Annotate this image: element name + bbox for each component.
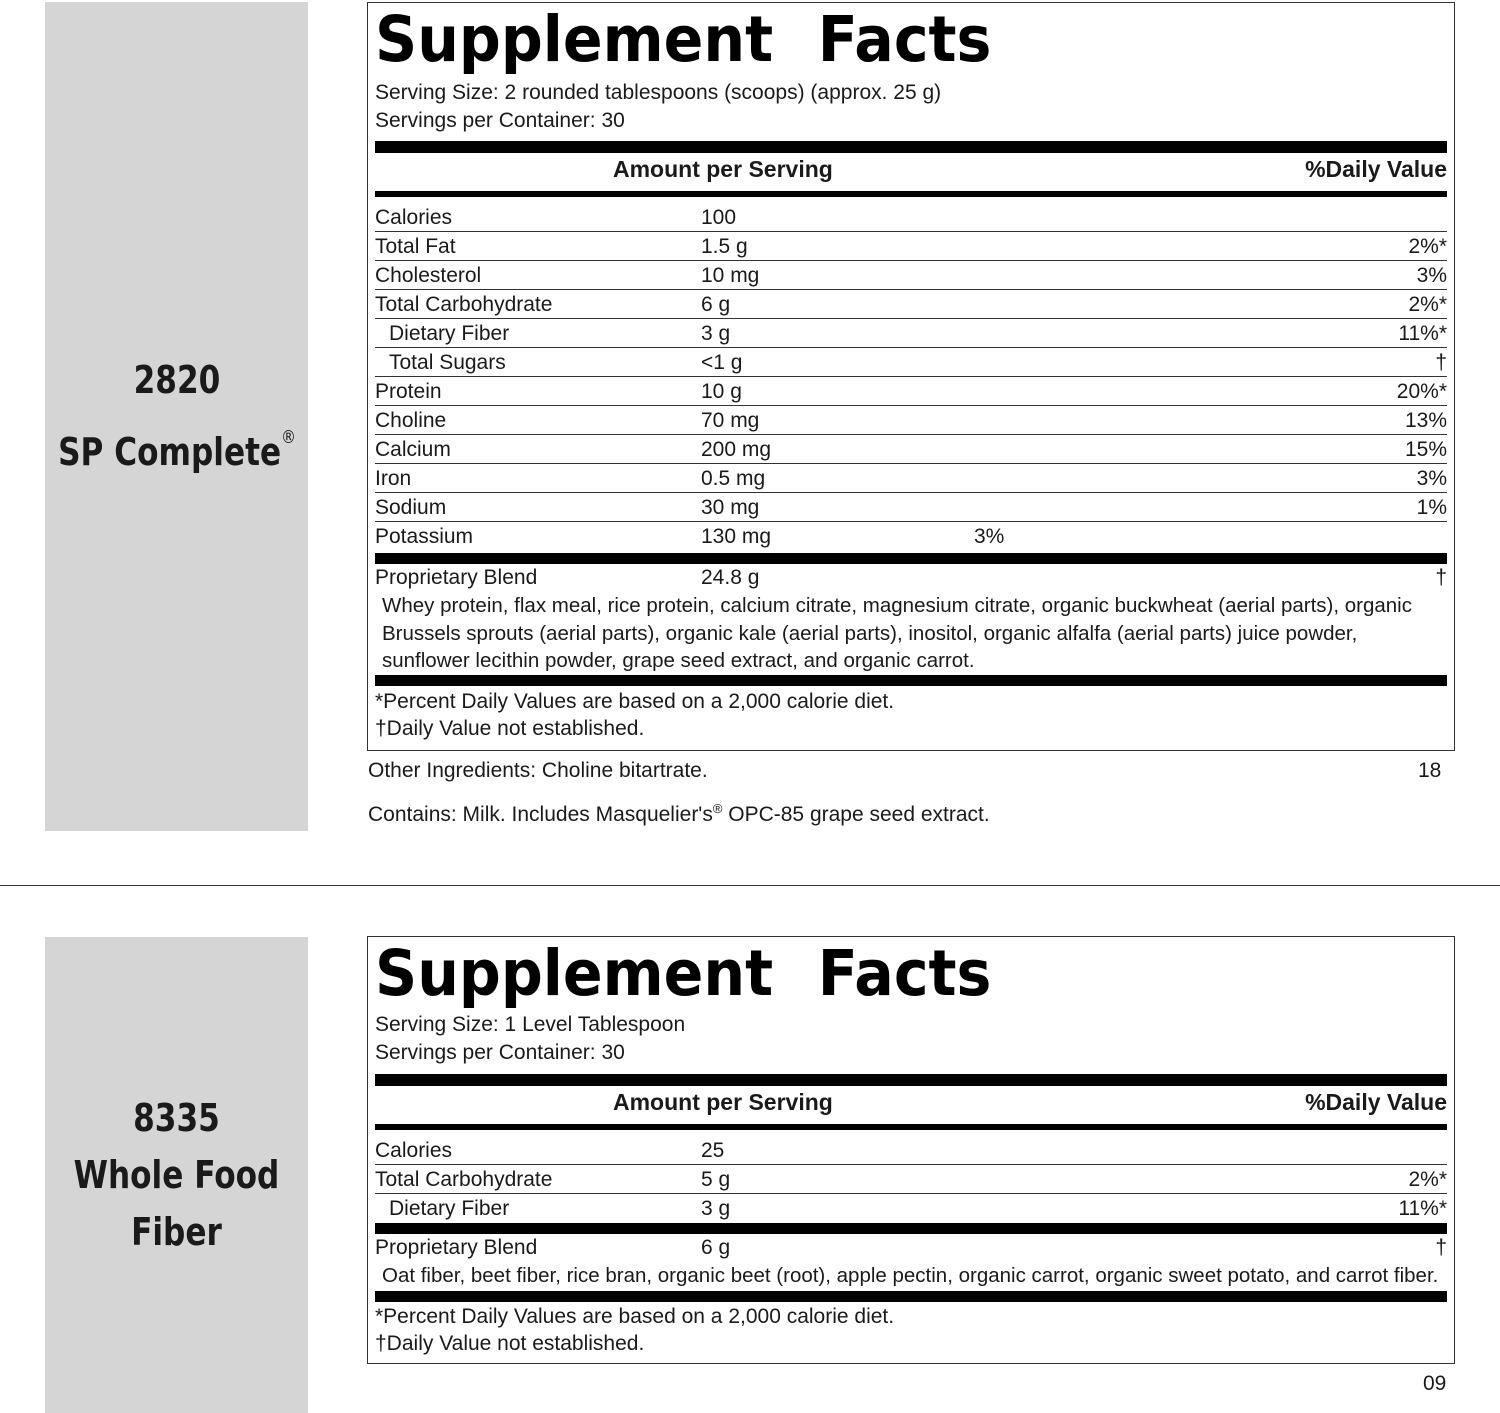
supplement-facts-panel <box>367 2 1455 751</box>
nutrient-row: Dietary Fiber 3 g 11%* <box>389 1197 1447 1220</box>
nutrient-row: Dietary Fiber 3 g 11%* <box>375 319 1447 348</box>
nutrient-row: Total Fat 1.5 g 2%* <box>375 232 1447 261</box>
page-number: 09 <box>1423 1372 1447 1395</box>
thick-rule <box>375 1074 1447 1086</box>
footnote-daily-value: *Percent Daily Values are based on a 2,000 calorie diet. <box>375 1305 895 1328</box>
thick-rule <box>375 675 1447 686</box>
nutrient-row: Calcium 200 mg 15% <box>375 435 1447 464</box>
contains-statement: Contains: Milk. Includes Masquelier's® OPC-85 grape seed extract. <box>368 801 990 826</box>
footnote-not-established: †Daily Value not established. <box>375 1332 645 1355</box>
thick-rule <box>375 1223 1447 1234</box>
nutrient-row: Iron 0.5 mg 3% <box>375 464 1447 493</box>
amount-per-serving-header: Amount per Serving <box>613 1089 833 1115</box>
section-divider <box>0 885 1500 886</box>
nutrient-row: Calories 25 <box>375 1136 1447 1165</box>
facts-title: Supplement Facts <box>375 937 992 1010</box>
thick-rule <box>375 1124 1447 1130</box>
nutrient-row: Cholesterol 10 mg 3% <box>375 261 1447 290</box>
facts-title: Supplement Facts <box>375 3 992 76</box>
product-label-panel <box>45 937 308 1413</box>
registered-mark: ® <box>280 427 296 448</box>
product-name: Fiber <box>131 1209 222 1254</box>
footnote-not-established: †Daily Value not established. <box>375 717 645 740</box>
supplement-facts-panel <box>367 936 1455 1364</box>
other-ingredients: Other Ingredients: Choline bitartrate. <box>368 759 708 782</box>
footnote-daily-value: *Percent Daily Values are based on a 2,000 calorie diet. <box>375 690 895 713</box>
nutrient-row: Sodium 30 mg 1% <box>375 493 1447 522</box>
nutrient-row: Potassium 130 mg 3% <box>375 525 1005 548</box>
nutrient-row: Total Carbohydrate 6 g 2%* <box>375 290 1447 319</box>
product-code: 8335 <box>133 1095 220 1140</box>
product-name: SP Complete® <box>57 427 296 474</box>
thick-rule <box>375 191 1447 197</box>
nutrient-row: Total Carbohydrate 5 g 2%* <box>375 1165 1447 1194</box>
product-label-panel <box>45 2 308 831</box>
serving-size: Serving Size: 2 rounded tablespoons (scoops) (approx. 25 g) <box>375 81 942 104</box>
product-code: 2820 <box>133 358 220 402</box>
page-number: 18 <box>1418 759 1442 782</box>
daily-value-header: %Daily Value <box>1305 1089 1447 1115</box>
blend-ingredients: Whey protein, flax meal, rice protein, calcium citrate, magnesium citrate, organic buckwheat (aerial parts), organic Brussels sprouts (aerial parts), organic kale (aerial parts), inositol, organic alfalfa (aerial parts) juice powder, sunflower lecithin powder, grape seed extract, and organic carrot. <box>382 594 1412 672</box>
proprietary-blend: Proprietary Blend 6 g † Oat fiber, beet fiber, rice bran, organic beet (root), apple pectin, organic carrot, organic sweet potato, and carrot fiber. <box>375 1234 1447 1290</box>
product-name: Whole Food <box>73 1152 280 1197</box>
nutrient-row: Protein 10 g 20%* <box>375 377 1447 406</box>
nutrient-row: Choline 70 mg 13% <box>375 406 1447 435</box>
nutrient-row: Calories 100 <box>375 203 1447 232</box>
nutrient-row: Total Sugars <1 g † <box>375 348 1447 377</box>
product-label <box>58 352 296 481</box>
thick-rule <box>375 1291 1447 1302</box>
thick-rule <box>375 553 1447 564</box>
servings-per-container: Servings per Container: 30 <box>375 109 625 132</box>
thick-rule <box>375 141 1447 153</box>
proprietary-blend: Proprietary Blend 24.8 g † Whey protein, flax meal, rice protein, calcium citrate, magnesium citrate, organic buckwheat (aerial parts), organic Brussels sprouts (aerial parts), organic kale (aerial parts), inositol, organic alfalfa (aerial parts) juice powder, sunflower lecithin powder, grape seed extract, and organic carrot. <box>375 564 1447 675</box>
column-header <box>375 1086 1447 1118</box>
blend-ingredients: Oat fiber, beet fiber, rice bran, organic beet (root), apple pectin, organic carrot, organic sweet potato, and carrot fiber. <box>382 1264 1439 1287</box>
serving-size: Serving Size: 1 Level Tablespoon <box>375 1013 686 1036</box>
servings-per-container: Servings per Container: 30 <box>375 1041 625 1064</box>
amount-per-serving-header: Amount per Serving <box>613 156 833 182</box>
daily-value-header: %Daily Value <box>1305 156 1447 182</box>
column-header <box>375 153 1447 185</box>
product-label <box>74 1090 280 1261</box>
